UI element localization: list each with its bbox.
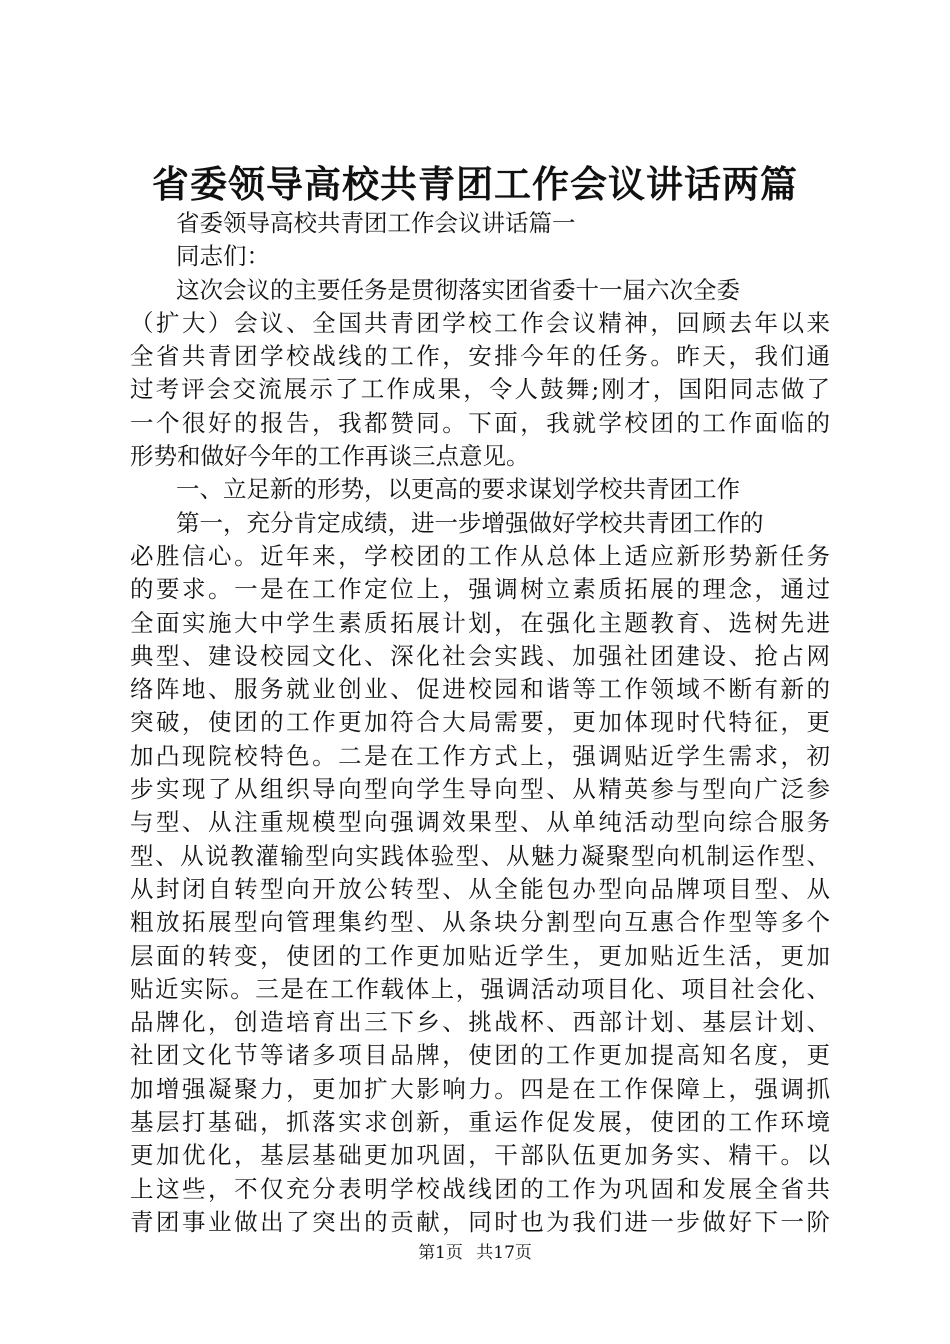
body-line: 络阵地、服务就业创业、促进校园和谐等工作领域不断有新的 xyxy=(130,675,830,704)
body-line: 必胜信心。近年来，学校团的工作从总体上适应新形势新任务 xyxy=(130,541,830,570)
body-line: 加增强凝聚力，更加扩大影响力。四是在工作保障上，强调抓 xyxy=(130,1074,830,1103)
body-line: 过考评会交流展示了工作成果，令人鼓舞;刚才，国阳同志做了 xyxy=(130,375,830,404)
body-line: 青团事业做出了突出的贡献，同时也为我们进一步做好下一阶 xyxy=(130,1207,830,1236)
body-line: 全省共青团学校战线的工作，安排今年的任务。昨天，我们通 xyxy=(130,342,830,371)
body-line: 第一，充分肯定成绩，进一步增强做好学校共青团工作的 xyxy=(176,508,764,537)
body-line: 品牌化，创造培育出三下乡、挑战杯、西部计划、基层计划、 xyxy=(130,1008,830,1037)
document-body xyxy=(130,207,830,1239)
body-line: 步实现了从组织导向型向学生导向型、从精英参与型向广泛参 xyxy=(130,775,830,804)
body-line: 基层打基础，抓落实求创新，重运作促发展，使团的工作环境 xyxy=(130,1108,830,1137)
body-line: 加凸现院校特色。二是在工作方式上，强调贴近学生需求，初 xyxy=(130,741,830,770)
page-number: 第1页 xyxy=(418,1243,463,1263)
body-line: 这次会议的主要任务是贯彻落实团省委十一届六次全委 xyxy=(176,275,740,304)
body-line: 典型、建设校园文化、深化社会实践、加强社团建设、抢占网 xyxy=(130,641,830,670)
page-footer xyxy=(0,1242,950,1264)
document-title: 省委领导高校共青团工作会议讲话两篇 xyxy=(152,162,798,206)
body-line: 层面的转变，使团的工作更加贴近学生，更加贴近生活，更加 xyxy=(130,941,830,970)
body-line: 粗放拓展型向管理集约型、从条块分割型向互惠合作型等多个 xyxy=(130,908,830,937)
body-line: 省委领导高校共青团工作会议讲话篇一 xyxy=(176,209,576,237)
body-line: 型、从说教灌输型向实践体验型、从魅力凝聚型向机制运作型、 xyxy=(130,841,830,870)
page-total: 共17页 xyxy=(476,1243,532,1263)
body-line: 一、立足新的形势，以更高的要求谋划学校共青团工作 xyxy=(176,475,740,504)
body-line: 与型、从注重规模型向强调效果型、从单纯活动型向综合服务 xyxy=(130,808,830,837)
body-line: 的要求。一是在工作定位上，强调树立素质拓展的理念，通过 xyxy=(130,575,830,604)
body-line: 一个很好的报告，我都赞同。下面，我就学校团的工作面临的 xyxy=(130,408,830,437)
body-line: （扩大）会议、全国共青团学校工作会议精神，回顾去年以来 xyxy=(130,308,830,337)
body-line: 上这些，不仅充分表明学校战线团的工作为巩固和发展全省共 xyxy=(130,1174,830,1203)
body-line: 社团文化节等诸多项目品牌，使团的工作更加提高知名度，更 xyxy=(130,1041,830,1070)
body-line: 从封闭自转型向开放公转型、从全能包办型向品牌项目型、从 xyxy=(130,874,830,903)
body-line: 同志们： xyxy=(176,242,270,271)
body-line: 贴近实际。三是在工作载体上，强调活动项目化、项目社会化、 xyxy=(130,974,830,1003)
body-line: 更加优化，基层基础更加巩固，干部队伍更加务实、精干。以 xyxy=(130,1141,830,1170)
body-line: 突破，使团的工作更加符合大局需要，更加体现时代特征，更 xyxy=(130,708,830,737)
body-line: 全面实施大中学生素质拓展计划，在强化主题教育、选树先进 xyxy=(130,608,830,637)
body-line: 形势和做好今年的工作再谈三点意见。 xyxy=(130,442,530,471)
